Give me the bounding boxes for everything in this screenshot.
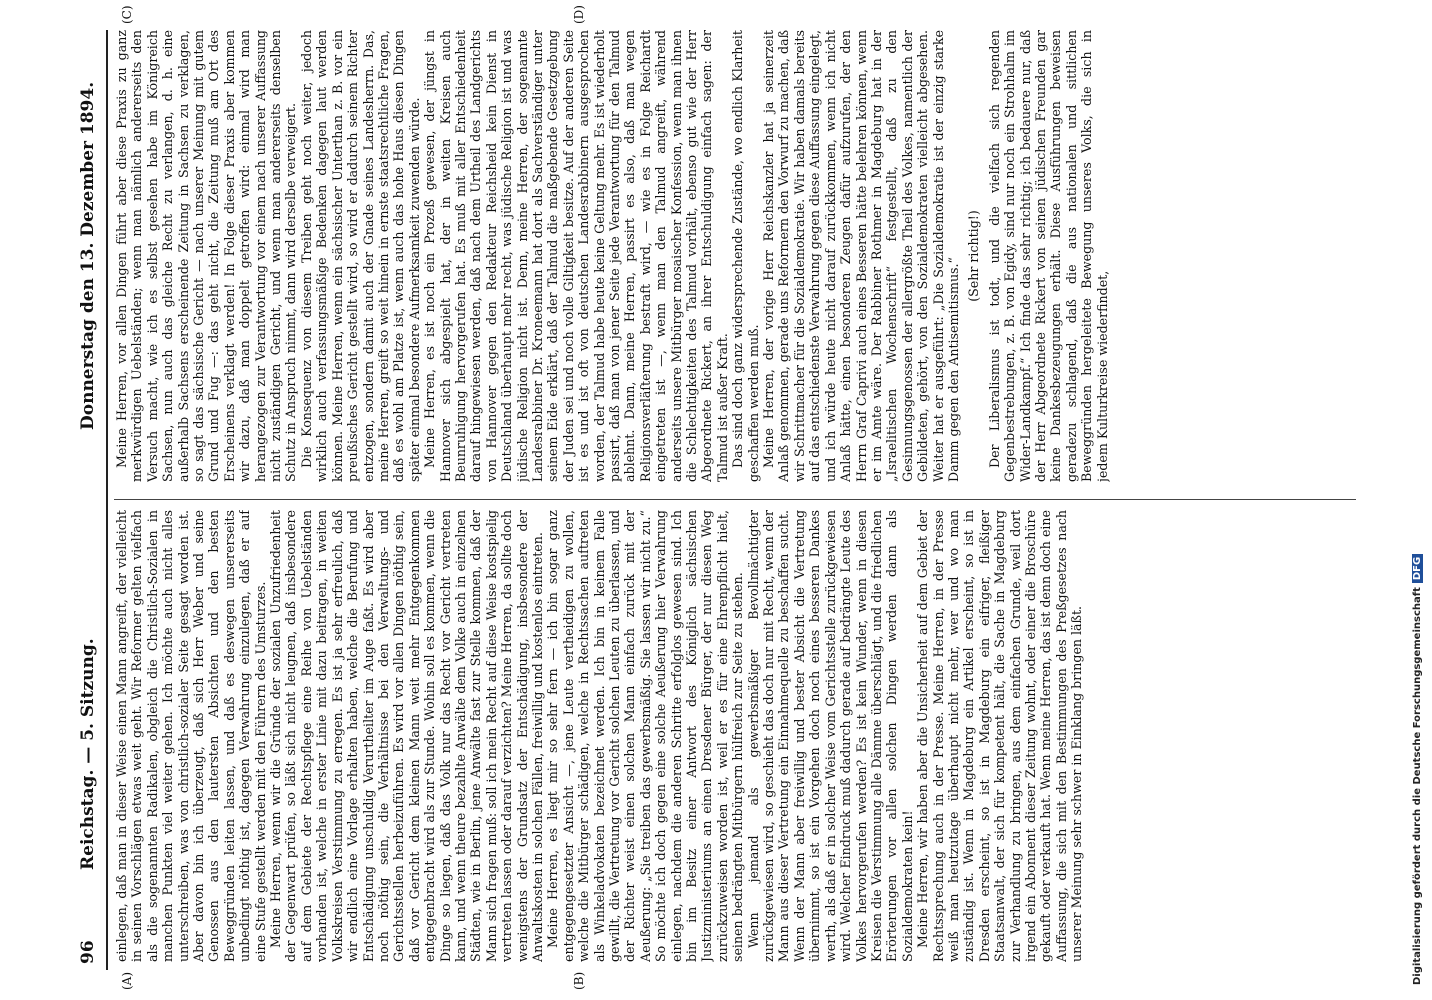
session-title: Reichstag. — 5. Sitzung.	[78, 638, 98, 870]
session-date: Donnerstag den 13. Dezember 1894.	[78, 81, 98, 430]
paragraph: Das sind doch ganz widersprechende Zustände, wo endlich Klarheit geschaffen werden muß.	[730, 30, 761, 482]
header-rule	[106, 30, 108, 970]
margin-marker-d: (D)	[572, 5, 586, 24]
dfg-logo: DFG	[1412, 554, 1423, 583]
column-divider	[114, 499, 1356, 500]
page-number: 96	[78, 940, 98, 964]
text-columns	[114, 5, 1356, 990]
digitization-credit	[1412, 85, 1423, 985]
paragraph: Meine Herren, vor allen Dingen führt aber diese Praxis zu ganz merkwürdigen Uebelständen; wenn man nämlich andererseits den Versuch macht, wie ich es selbst gesehen habe im Königreich Sachsen, nun auch das gleiche Recht zu verlangen, d. h. eine außerhalb Sachsens erscheinende Zeitung in Sachsen zu verklagen, so sagt das sächsische Gericht — nach unserer Meinung mit gutem Grund und Fug —: das geht nicht, die Zeitung muß am Ort des Erscheinens verklagt werden! In Folge dieser Praxis aber kommen wir dazu, daß man doppelt getroffen wird: einmal wird man herangezogen zur Verantwortung vor einem nach unserer Auffassung nicht zuständigen Gericht, und wenn man andererseits denselben Schutz in Anspruch nimmt, dann wird derselbe verweigert.	[114, 30, 299, 482]
margin-marker-a: (A)	[120, 971, 134, 990]
paragraph: Die Konsequenz von diesem Treiben geht noch weiter, jedoch wirklich auch verfassungsmäßige Bedenken dagegen laut werden können. Meine Herren, wenn ein sächsischer Unterthan z. B. vor ein preußisches Gericht gestellt wird, so wird er dadurch seinem Richter entzogen, sondern damit auch der Gnade seines Landesherrn. Das, meine Herren, greift so weit hinein in ernste staatsrechtliche Fragen, daß es wohl am Platze ist, wenn auch das hohe Haus diesen Dingen später einmal besondere Aufmerksamkeit zuwenden würde.	[298, 30, 422, 482]
paragraph: Meine Herren, es ist noch ein Prozeß gewesen, der jüngst in Hannover sich abgespielt hat, der in weiten Kreisen auch Beunruhigung hervorgerufen hat. Es muß mit aller Entschiedenheit darauf hingewiesen werden, daß nach dem Urtheil des Landgerichts von Hannover gegen den Redakteur Reichsheid kein Dienst in Deutschland überhaupt mehr recht, was jüdische Religion ist und was jüdische Religion nicht ist. Denn, meine Herren, der sogenannte Landesrabbiner Dr. Kroneemann hat dort als Sachverständiger unter seinem Eide erklärt, daß der Talmud die maßgebende Gesetzgebung der Juden sei und noch volle Giltigkeit besitze. Auf der anderen Seite ist es und ist oft von deutschen Landesrabbinern ausgesprochen worden, der Talmud habe heute keine Geltung mehr. Es ist wiederholt passirt, daß man von jener Seite jede Verantwortung für den Talmud ablehnt. Dann, meine Herren, passirt es also, daß man wegen Religionsverläſterung bestraft wird, — wie es in Folge Reichardt eingetreten ist —, wenn man den Talmud angreift, während anderseits unsere Mitbürger mosaischer Konfession, wenn man ihnen die Schlechtigkeiten des Talmud vorhält, ebenso gut wie der Herr Abgeordnete Rickert, an ihrer Entschuldigung einfach sagen: der Talmud ist außer Kraft.	[422, 30, 730, 482]
credit-text: Digitalisierung gefördert durch die Deutsche Forschungsgemeinschaft	[1412, 587, 1423, 985]
paragraph: Meine Herren, wenn wir die Gründe der sozialen Unzufriedenheit der Gegenwart prüfen, so läßt sich nicht leugnen, daß insbesondere auf dem Gebiete der Rechtspflege eine Reihe von Uebelständen vorhanden ist, welche in erster Linie mit dazu beitragen, in weiten Volkskreisen Verstimmung zu erregen. Es ist ja sehr erfreulich, daß wir endlich eine Vorlage erhalten haben, welche die Berufung und Entschädigung unschuldig Verurtheilter im Auge faßt. Es wird aber noch nöthig sein, die Verhältnisse bei den Verwaltungs- und Gerichtsstellen herbeizuführen. Es wird vor allen Dingen nöthig sein, daß vor Gericht dem kleinen Mann weit mehr Entgegenkommen entgegenbracht wird als zur Stunde. Wohin soll es kommen, wenn die Dinge so liegen, daß das Volk nur das Recht vor Gericht vertreten kann, und wenn theure bezahlte Anwälte dem Volke auch in einzelnen Städten, wie in Berlin, jene Anwälte fast zur Stelle kommen, daß der Mann sich fragen muß: soll ich mein Recht auf diese Weise kostspielig vertreten lassen oder darauf verzichten? Meine Herren, da sollte doch wenigstens der Grundsatz der Entschädigung, insbesondere der Anwaltskosten in solchen Fällen, freiwillig und kostenlos eintreten.	[268, 510, 545, 962]
margin-marker-c: (C)	[120, 5, 134, 24]
right-column	[114, 30, 1356, 482]
page-header	[70, 30, 106, 970]
paragraph: Meine Herren, der vorige Herr Reichskanzler hat ja seinerzeit Anlaß genommen, gerade uns Reformern den Vorwurf zu machen, daß wir Schrittmacher für die Sozialdemokratie. Wir haben damals bereits auf das entschiedenste Verwahrung gegen diese Auffassung eingelegt, und ich würde heute nicht darauf zurückkommen, wenn ich nicht Anlaß hätte, einen besonderen Zeugen dafür aufzurufen, der den Herrn Graf Caprivi auch eines Besseren hätte belehren können, wenn er im Amte wäre. Der Rabbiner Rothmer in Magdeburg hat in der „Israelitischen Wochenschrift“ festgestellt, daß zu den Gesinnungsgenossen der allergrößte Theil des Volkes, namentlich der Gebildeten, gehört, von den Sozialdemokraten vielleicht abgesehen. Weiter hat er ausgeführt: „Die Sozialdemokratie ist der einzig starke Damm gegen den Antisemitismus.“	[761, 30, 961, 482]
margin-marker-b: (B)	[572, 971, 586, 990]
interjection: (Sehr richtig!)	[966, 210, 982, 302]
paragraph: einlegen, daß man in dieser Weise einen Mann angreift, der vielleicht in seinen Vorschlägen etwas weit geht. Wir Reformer gelten vielfach als die sogenannten Radikalen, obgleich die Christlich-Sozialen in manchen Punkten viel weiter gehen. Ich möchte auch nicht alles unterschreiben, was von christlich-sozialer Seite gesagt worden ist. Aber davon bin ich überzeugt, daß sich Herr Weber und seine Genossen aus den lautersten Absichten und den besten Beweggründen leiten lassen, und daß es deswegen unsererseits unbedingt nöthig ist, dagegen Verwahrung einzulegen, daß er auf eine Stufe gestellt werden mit den Führern des Umsturzes.	[114, 510, 268, 962]
left-column	[114, 510, 1356, 962]
paragraph: Wenn jemand als gewerbsmäßiger Bevollmächtigter zurückgewiesen wird, so geschieht das doch nur mit Recht, wenn der Mann aus dieser Vertretung ein Einnahmequelle zu beschaffen sucht. Wenn der Mann aber freiwillig und bester Absicht die Vertretung übernimmt, so ist ein Vorgehen doch noch eines besseren Dankes werth, als daß er in solcher Weise vom Gerichtsstelle zurückgewiesen wird. Welcher Eindruck muß dadurch gerade auf bedrängte Leute des Volkes hervorgerufen werden? Es ist kein Wunder, wenn in diesen Kreisen die Verstimmung alle Dämme überschlägt, und die friedlichen Erörterungen vor allen solchen Dingen werden dann als Sozialdemokraten kein!	[745, 510, 915, 962]
document-page	[50, 0, 1380, 1000]
paragraph: Der Liberalismus ist todt, und die vielfach sich regenden Gegenbestrebungen, z. B. von Egidy, sind nur noch ein Strohhalm im Wider-Landkampf.“ Ich finde das sehr richtig; ich bedauere nur, daß der Herr Abgeordnete Rickert von seinen jüdischen Freunden gar keine Dankesbezeugungen erhält. Diese Ausführungen beweisen geradezu schlagend, daß die aus nationalen und sittlichen Beweggründen hergeleitete Bewegung unseres Volks, die sich in jedem Kulturkreise wiederfindet,	[986, 30, 1110, 482]
paragraph: Meine Herren, es liegt mir so sehr fern — ich bin sogar ganz entgegengesetzter Ansicht —, jene Leute vertheidigen zu wollen, welche die Mitbürger schädigen, welche in Rechtssachen auftreten als Winkeladvokaten bezeichnet werden. Ich bin in keinem Falle gewillt, die Vertretung vor Gericht solchen Leuten zu überlassen, und der Richter weist einen solchen Mann einfach zurück mit der Aeußerung: „Sie treiben das gewerbsmäßig. Sie lassen wir nicht zu.“ So möchte ich doch gegen eine solche Aeußerung hier Verwahrung einlegen, nachdem die anderen Schritte erfolglos gewesen sind. Ich bin im Besitz einer Antwort des Königlich sächsischen Justizministeriums an einen Dresdener Bürger, der nur diesen Weg zurückzuweisen worden ist, weil er es für eine Ehrenpflicht hielt, seinen bedrängten Mitbürgern hülfreich zur Seite zu stehen.	[545, 510, 746, 962]
paragraph: Meine Herren, wir haben aber die Unsicherheit auf dem Gebiet der Rechtssprechung auch in der Presse. Meine Herren, in der Presse weiß man heutzutage überhaupt nicht mehr, wer und wo man zuständig ist. Wenn in Magdeburg ein Artikel erscheint, so ist in Dresden erscheint, so ist in Magdeburg ein eifriger, fleißiger Staatsanwalt, der sich für kompetent hält, die Sache in Magdeburg zur Verhandlung zu bringen, aus dem einfachen Grunde, weil dort irgend ein Abonnent dieser Zeitung wohnt, oder einer die Broschüre gekauft oder verkauft hat. Wenn meine Herren, das ist denn doch eine Auffassung, die sich mit den Bestimmungen des Preßgesetzes nach unserer Meinung sehr schwer in Einklang bringen läßt.	[915, 510, 1085, 962]
